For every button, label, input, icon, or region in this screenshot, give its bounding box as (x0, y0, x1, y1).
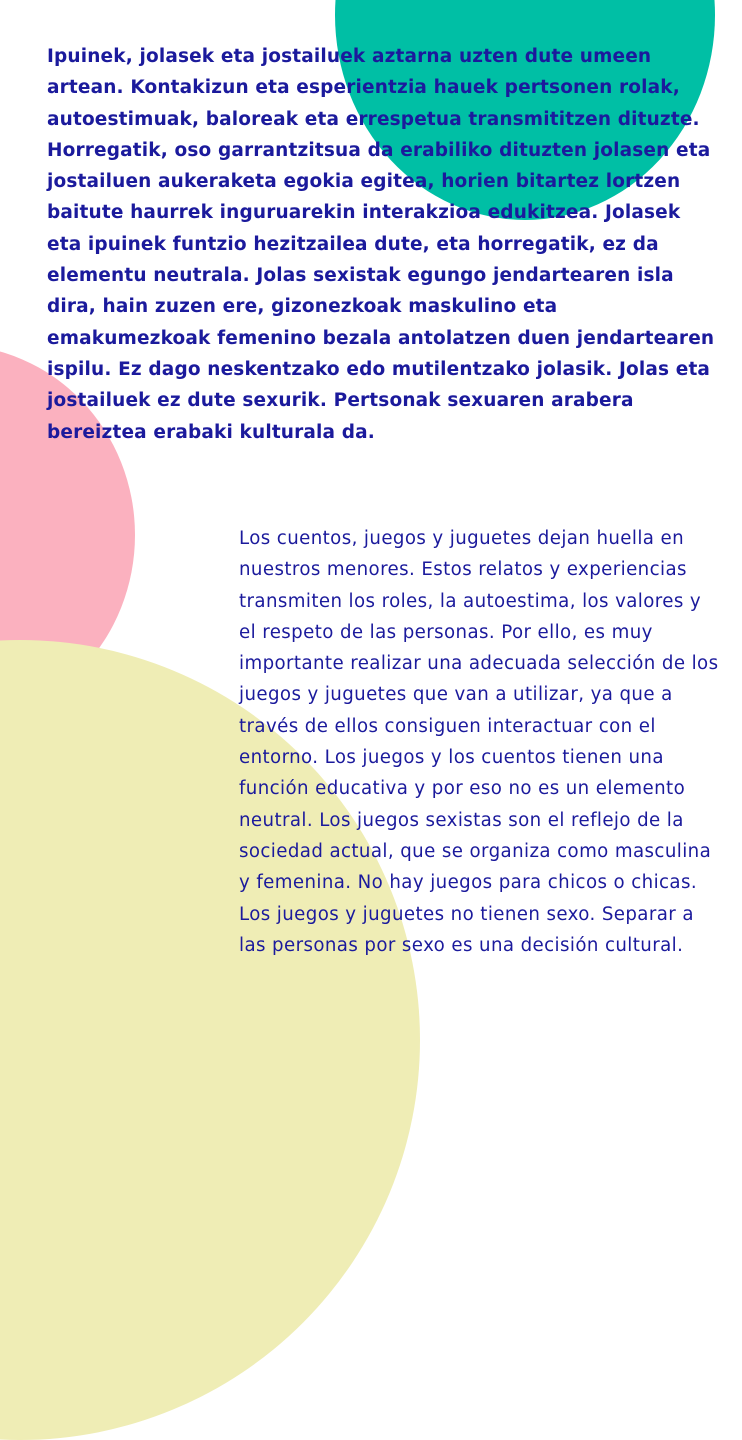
spanish-paragraph: Los cuentos, juegos y juguetes dejan huella en nuestros menores. Estos relatos y experiencias transmiten los roles, la autoestima, los valores y el respeto de las personas. Por ello, es muy importante realizar una adecuada selección de los juegos y juguetes que van a utilizar, ya que a través de ellos consiguen interactuar con el entorno. Los juegos y los cuentos tienen una función educativa y por eso no es un elemento neutral. Los juegos sexistas son el reflejo de la sociedad actual, que se organiza como masculina y femenina. No hay juegos para chicos o chicas. Los juegos y juguetes no tienen sexo. Separar a las personas por sexo es una decisión cultural. (239, 528, 719, 956)
basque-paragraph: Ipuinek, jolasek eta jostailuek aztarna uzten dute umeen artean. Kontakizun eta esperientzia hauek pertsonen rolak, autoestimuak, baloreak eta errespetua transmititzen dituzte. Horregatik, oso garrantzitsua da erabiliko dituzten jolasen eta jostailuen aukeraketa egokia egitea, horien bitartez lortzen baitute haurrek inguruarekin interakzioa edukitzea. Jolasek eta ipuinek funtzio hezitzailea dute, eta horregatik, ez da elementu neutrala. Jolas sexistak egungo jendartearen isla dira, hain zuzen ere, gizonezkoak maskulino eta emakumezkoak femenino bezala antolatzen duen jendartearen ispilu. Ez dago neskentzako edo mutilentzako jolasik. Jolas eta jostailuek ez dute sexurik. Pertsonak sexuaren arabera bereiztea erabaki kulturala da. (47, 46, 715, 443)
